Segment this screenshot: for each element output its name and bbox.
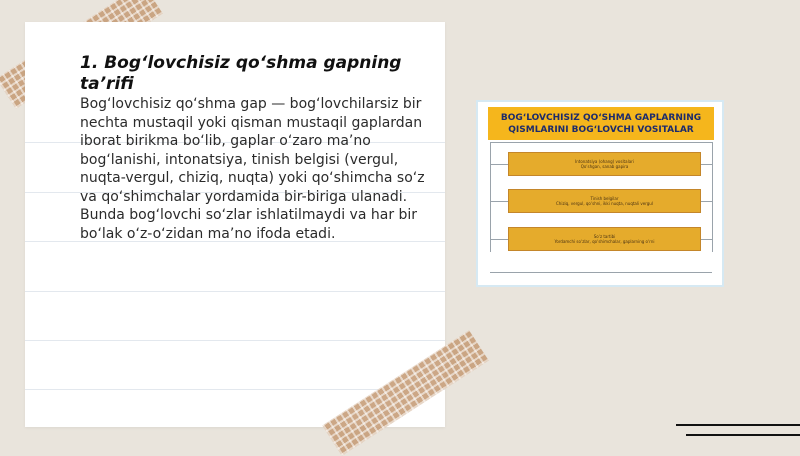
diagram-connector: [701, 201, 712, 202]
diagram-connector: [490, 164, 508, 165]
diagram-connector: [490, 201, 508, 202]
slide-title: 1. Bog‘lovchisiz qo‘shma gapning ta’rifi: [80, 53, 402, 94]
diagram-connector: [490, 239, 508, 240]
diagram-box-title: So‘z tartibi: [593, 234, 616, 239]
diagram-connector: [490, 142, 491, 252]
diagram-box-word-order: [508, 227, 701, 251]
diagram-box-subtitle: Yordamchi so‘zlar, qo‘shimchalar, gaplarning o‘rni: [554, 239, 655, 244]
paper-rule-line: [25, 291, 445, 292]
diagram-connector: [701, 239, 712, 240]
diagram-image: [476, 100, 724, 287]
decorative-line: [686, 434, 800, 436]
paper-rule-line: [25, 340, 445, 341]
diagram-box-subtitle: Chiziq, vergul, qo‘shni, ikki nuqta, nuqtali vergul: [556, 201, 653, 206]
decorative-line: [676, 424, 800, 426]
diagram-box-subtitle: Qo‘shgan, sanab gapira: [580, 164, 629, 169]
diagram-connector: [712, 142, 713, 252]
diagram-box-title: Tinish belgilar: [590, 196, 619, 201]
diagram-connector: [490, 142, 712, 143]
diagram-box-intonation: [508, 152, 701, 176]
slide-body-text: Bog‘lovchisiz qo‘shma gap — bog‘lovchilarsiz bir nechta mustaqil yoki qisman mustaqil gaplardan iborat birikma bo‘lib, gaplar o‘zaro ma’no bog‘lanishi, intonatsiya, tinish belgisi (vergul, nuqta-vergul, chiziq, nuqta) yoki qo‘shimcha so‘z va qo‘shimchalar yordamida bir-biriga ulanadi. Bunda bog‘lovchi so‘zlar ishlatilmaydi va har bir bo‘lak o‘z-o‘zidan ma’no ifoda etadi.: [80, 96, 425, 242]
diagram-header: BOG‘LOVCHISIZ QO‘SHMA GAPLARNING QISMLARINI BOG‘LOVCHI VOSITALAR: [488, 107, 714, 140]
diagram-connector: [701, 164, 712, 165]
diagram-box-title: Intonatsiya (ohang) vositalari: [575, 159, 634, 164]
diagram-connector: [490, 272, 712, 273]
diagram-box-punctuation: [508, 189, 701, 213]
